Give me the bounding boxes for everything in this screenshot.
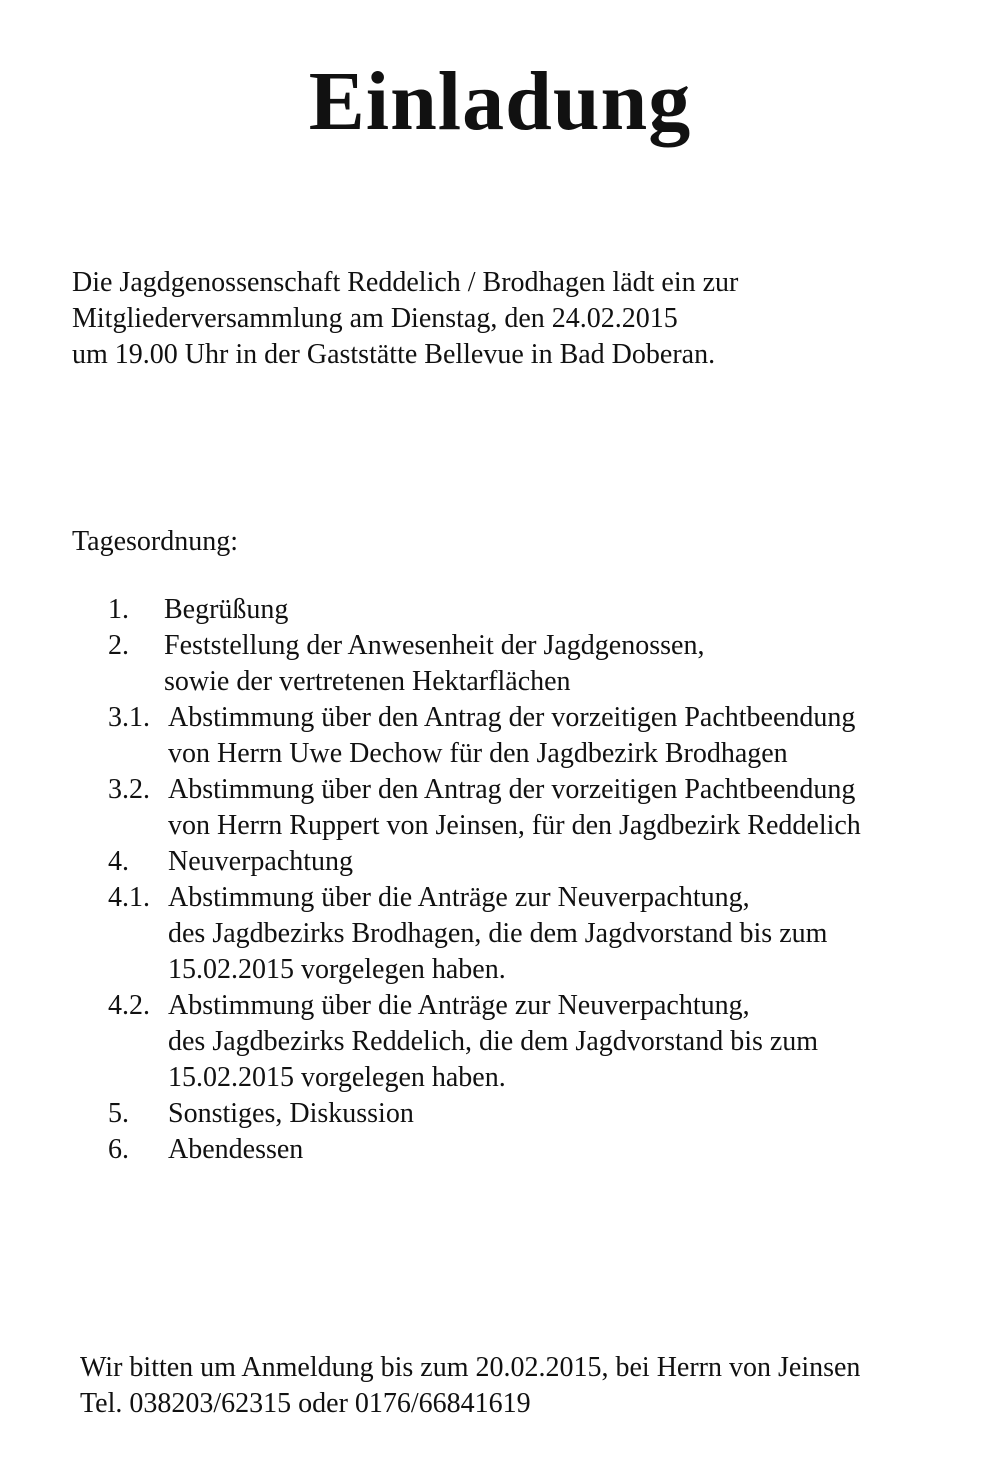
footer-line: Wir bitten um Anmeldung bis zum 20.02.2015, bei Herrn von Jeinsen — [80, 1352, 861, 1383]
agenda-item — [108, 988, 861, 1096]
agenda-item — [108, 592, 861, 628]
agenda-item-number: 5. — [108, 1098, 129, 1129]
agenda-item-line: sowie der vertretenen Hektarflächen — [164, 666, 571, 697]
agenda-item-line: des Jagdbezirks Reddelich, die dem Jagdvorstand bis zum — [168, 1026, 819, 1057]
agenda-item-line: Abendessen — [168, 1134, 304, 1165]
agenda-item-line: Abstimmung über die Anträge zur Neuverpachtung, — [168, 990, 750, 1021]
agenda-item — [108, 700, 861, 772]
agenda-item-text — [168, 700, 855, 772]
agenda-item-number: 6. — [108, 1134, 129, 1165]
agenda-item-text — [168, 880, 827, 988]
agenda-item-text — [168, 1096, 414, 1132]
agenda-item-line: 15.02.2015 vorgelegen haben. — [168, 1062, 506, 1093]
intro-line: Mitgliederversammlung am Dienstag, den 24.02.2015 — [72, 303, 678, 334]
agenda-item — [108, 772, 861, 844]
agenda-item-number: 4.1. — [108, 882, 150, 913]
agenda-item-line: von Herrn Uwe Dechow für den Jagdbezirk Brodhagen — [168, 738, 788, 769]
registration-note — [80, 1350, 860, 1422]
agenda-item-number: 4.2. — [108, 990, 150, 1021]
agenda-item — [108, 880, 861, 988]
intro-line: Die Jagdgenossenschaft Reddelich / Brodhagen lädt ein zur — [72, 267, 739, 298]
agenda-item-text — [168, 1132, 303, 1168]
agenda-item-number: 3.1. — [108, 702, 150, 733]
agenda-item-line: Abstimmung über die Anträge zur Neuverpachtung, — [168, 882, 750, 913]
agenda-item-line: Neuverpachtung — [168, 846, 354, 877]
agenda-list — [108, 592, 861, 1168]
agenda-item-line: Abstimmung über den Antrag der vorzeitigen Pachtbeendung — [168, 774, 856, 805]
agenda-item-text — [164, 628, 704, 700]
agenda-item-text — [168, 988, 818, 1096]
document-title: Einladung — [308, 55, 692, 148]
agenda-item-line: des Jagdbezirks Brodhagen, die dem Jagdvorstand bis zum — [168, 918, 828, 949]
footer-line: Tel. 038203/62315 oder 0176/66841619 — [80, 1388, 531, 1419]
agenda-heading: Tagesordnung: — [72, 526, 239, 557]
agenda-item-number: 3.2. — [108, 774, 150, 805]
agenda-item-number: 2. — [108, 630, 129, 661]
agenda-item-line: von Herrn Ruppert von Jeinsen, für den Jagdbezirk Reddelich — [168, 810, 861, 841]
agenda-item-number: 1. — [108, 594, 129, 625]
agenda-item — [108, 1096, 861, 1132]
agenda-item-line: Sonstiges, Diskussion — [168, 1098, 414, 1129]
agenda-item-line: Abstimmung über den Antrag der vorzeitigen Pachtbeendung — [168, 702, 856, 733]
intro-paragraph — [72, 265, 738, 373]
agenda-item-number: 4. — [108, 846, 129, 877]
agenda-item-text — [168, 844, 353, 880]
agenda-item-line: Feststellung der Anwesenheit der Jagdgenossen, — [164, 630, 705, 661]
intro-line: um 19.00 Uhr in der Gaststätte Bellevue in Bad Doberan. — [72, 339, 716, 370]
agenda-item-text — [168, 772, 861, 844]
agenda-item — [108, 1132, 861, 1168]
agenda-item — [108, 844, 861, 880]
agenda-item-line: 15.02.2015 vorgelegen haben. — [168, 954, 506, 985]
agenda-item-text — [164, 592, 288, 628]
agenda-item — [108, 628, 861, 700]
agenda-item-line: Begrüßung — [164, 594, 289, 625]
